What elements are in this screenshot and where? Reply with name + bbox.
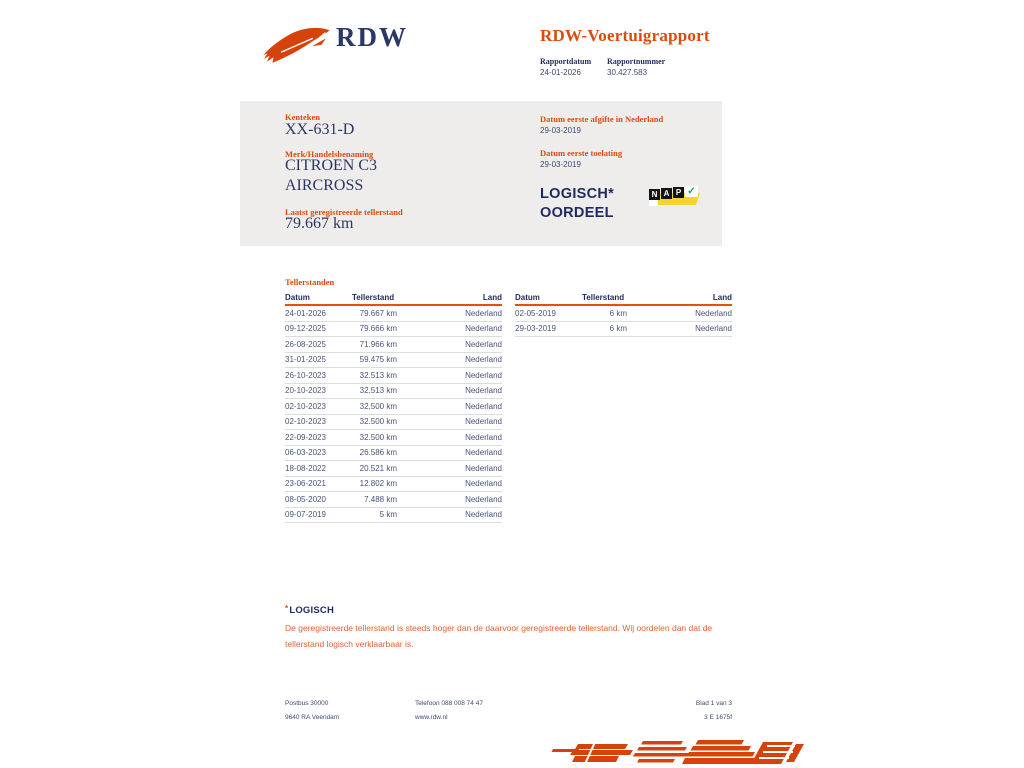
col-header-tellerstand: Tellerstand bbox=[352, 293, 395, 302]
cell-tellerstand: 32.500 km bbox=[359, 401, 397, 411]
kenteken-value: XX-631-D bbox=[285, 121, 355, 138]
cell-tellerstand: 32.513 km bbox=[359, 370, 397, 380]
cell-land: Nederland bbox=[465, 339, 502, 349]
afgifte-label: Datum eerste afgifte in Nederland bbox=[540, 114, 664, 124]
meter-table-right-body bbox=[515, 306, 732, 337]
cell-land: Nederland bbox=[695, 308, 732, 318]
page-title: RDW-Voertuigrapport bbox=[540, 26, 710, 45]
cell-datum: 18-08-2022 bbox=[285, 463, 326, 473]
laatste-tellerstand-label: Laatst geregistreerde tellerstand bbox=[285, 207, 403, 217]
cell-land: Nederland bbox=[465, 401, 502, 411]
rapportdatum-label: Rapportdatum bbox=[540, 57, 592, 66]
cell-land: Nederland bbox=[465, 370, 502, 380]
table-row bbox=[285, 415, 502, 431]
table-header bbox=[515, 289, 732, 306]
table-row bbox=[285, 337, 502, 353]
cell-land: Nederland bbox=[465, 386, 502, 396]
merk-value-line2: AIRCROSS bbox=[285, 177, 364, 194]
table-row bbox=[285, 306, 502, 322]
footer-website bbox=[415, 714, 448, 721]
cell-datum: 29-03-2019 bbox=[515, 324, 556, 334]
nap-logo bbox=[649, 185, 699, 209]
cell-tellerstand: 6 km bbox=[609, 308, 627, 318]
rdw-feather-logo-icon bbox=[252, 25, 332, 73]
table-row bbox=[285, 430, 502, 446]
cell-datum: 26-08-2025 bbox=[285, 339, 326, 349]
table-row bbox=[285, 384, 502, 400]
afgifte-value: 29-03-2019 bbox=[540, 126, 581, 135]
cell-datum: 08-05-2020 bbox=[285, 494, 326, 504]
cell-tellerstand: 12.802 km bbox=[359, 479, 397, 489]
kenteken-label: Kenteken bbox=[285, 112, 320, 122]
footer-address-line1: Postbus 30000 bbox=[285, 700, 329, 707]
cell-tellerstand: 32.500 km bbox=[359, 432, 397, 442]
cell-datum: 02-05-2019 bbox=[515, 308, 556, 318]
cell-land: Nederland bbox=[465, 324, 502, 334]
cell-datum: 09-07-2019 bbox=[285, 510, 326, 520]
nap-letter-p: P bbox=[673, 187, 684, 198]
cell-land: Nederland bbox=[465, 432, 502, 442]
cell-land: Nederland bbox=[465, 448, 502, 458]
table-row bbox=[285, 461, 502, 477]
nap-letter-n: N bbox=[649, 189, 660, 200]
table-row bbox=[515, 306, 732, 322]
meter-table-left-body bbox=[285, 306, 502, 523]
cell-land: Nederland bbox=[465, 479, 502, 489]
rdw-logotype: RDW bbox=[336, 22, 408, 52]
footnote-asterisk: * bbox=[285, 604, 289, 613]
rdw-website-link[interactable]: www.rdw.nl bbox=[415, 714, 448, 721]
col-header-land: Land bbox=[712, 293, 732, 302]
rdw-feather-footer-graphic bbox=[543, 736, 805, 768]
footer-phone: Telefoon 088 008 74 47 bbox=[415, 700, 483, 707]
table-header bbox=[285, 289, 502, 306]
cell-datum: 24-01-2026 bbox=[285, 308, 326, 318]
cell-land: Nederland bbox=[465, 463, 502, 473]
cell-tellerstand: 6 km bbox=[609, 324, 627, 334]
table-row bbox=[515, 322, 732, 338]
cell-datum: 06-03-2023 bbox=[285, 448, 326, 458]
toelating-label: Datum eerste toelating bbox=[540, 148, 623, 158]
cell-land: Nederland bbox=[465, 308, 502, 318]
cell-tellerstand: 26.586 km bbox=[359, 448, 397, 458]
cell-tellerstand: 7.488 km bbox=[364, 494, 397, 504]
table-row bbox=[285, 492, 502, 508]
col-header-datum: Datum bbox=[515, 293, 540, 302]
footer-page-number: Blad 1 van 3 bbox=[695, 700, 732, 707]
cell-tellerstand: 79.667 km bbox=[359, 308, 397, 318]
cell-datum: 22-09-2023 bbox=[285, 432, 326, 442]
cell-tellerstand: 79.666 km bbox=[359, 324, 397, 334]
col-header-tellerstand: Tellerstand bbox=[582, 293, 625, 302]
cell-tellerstand: 32.513 km bbox=[359, 386, 397, 396]
oordeel-line2: OORDEEL bbox=[540, 205, 614, 221]
cell-datum: 02-10-2023 bbox=[285, 401, 326, 411]
nap-check-icon: ✓ bbox=[685, 186, 698, 197]
laatste-tellerstand-value: 79.667 km bbox=[285, 215, 354, 232]
cell-tellerstand: 71.966 km bbox=[359, 339, 397, 349]
footer-doc-code: 3 E 1675f bbox=[704, 714, 732, 721]
table-row bbox=[285, 322, 502, 338]
oordeel-verdict bbox=[540, 185, 614, 223]
table-row bbox=[285, 446, 502, 462]
merk-value-line1: CITROEN C3 bbox=[285, 157, 377, 174]
rapportnummer-value: 30.427.583 bbox=[607, 68, 648, 77]
cell-datum: 20-10-2023 bbox=[285, 386, 326, 396]
meter-table-left bbox=[285, 289, 502, 523]
cell-land: Nederland bbox=[465, 417, 502, 427]
tellerstanden-heading: Tellerstanden bbox=[285, 277, 335, 287]
cell-land: Nederland bbox=[465, 355, 502, 365]
cell-land: Nederland bbox=[465, 494, 502, 504]
merk-label: Merk/Handelsbenaming bbox=[285, 149, 374, 159]
cell-datum: 23-06-2021 bbox=[285, 479, 326, 489]
cell-datum: 26-10-2023 bbox=[285, 370, 326, 380]
footnote-heading-text: LOGISCH bbox=[289, 605, 335, 616]
logisch-footnote-heading bbox=[285, 604, 334, 616]
table-row bbox=[285, 399, 502, 415]
table-row bbox=[285, 368, 502, 384]
cell-datum: 02-10-2023 bbox=[285, 417, 326, 427]
rapportnummer-label: Rapportnummer bbox=[607, 57, 666, 66]
nap-letter-a: A bbox=[661, 188, 672, 199]
oordeel-line1: LOGISCH* bbox=[540, 186, 615, 202]
logisch-footnote-text: De geregistreerde tellerstand is steeds hoger dan de daarvoor geregistreerde tellerstand. Wij oordelen dan dat de tellerstand logisch verklaarbaar is. bbox=[285, 623, 713, 649]
cell-datum: 31-01-2025 bbox=[285, 355, 326, 365]
table-row bbox=[285, 477, 502, 493]
table-row bbox=[285, 353, 502, 369]
cell-land: Nederland bbox=[465, 510, 502, 520]
cell-tellerstand: 20.521 km bbox=[359, 463, 397, 473]
nap-white-band bbox=[649, 200, 658, 206]
col-header-land: Land bbox=[482, 293, 502, 302]
cell-tellerstand: 59.475 km bbox=[359, 355, 397, 365]
cell-datum: 09-12-2025 bbox=[285, 324, 326, 334]
rapportdatum-value: 24-01-2026 bbox=[540, 68, 581, 77]
cell-tellerstand: 5 km bbox=[379, 510, 397, 520]
cell-tellerstand: 32.500 km bbox=[359, 417, 397, 427]
meter-table-right bbox=[515, 289, 732, 337]
table-row bbox=[285, 508, 502, 524]
col-header-datum: Datum bbox=[285, 293, 310, 302]
footer-address-line2: 9640 RA Veendam bbox=[285, 714, 340, 721]
cell-land: Nederland bbox=[695, 324, 732, 334]
toelating-value: 29-03-2019 bbox=[540, 160, 581, 169]
